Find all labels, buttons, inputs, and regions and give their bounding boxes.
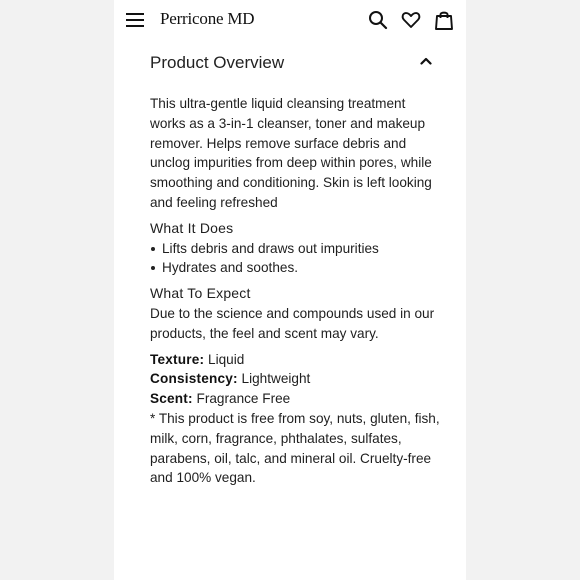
wishlist-button[interactable] [401, 10, 421, 30]
product-page [114, 0, 466, 580]
what-it-does-heading: What It Does [150, 219, 234, 236]
attribute-value: Liquid [208, 351, 245, 367]
what-to-expect-text: Due to the science and compounds used in our products, the feel and scent may vary. [150, 305, 435, 341]
attribute-value: Lightweight [241, 371, 311, 387]
attribute-label: Texture: [150, 351, 205, 367]
attribute-label: Consistency: [150, 371, 238, 387]
menu-button[interactable] [126, 11, 146, 29]
search-button[interactable] [368, 10, 388, 30]
what-it-does-list [150, 239, 440, 279]
ingredients-disclaimer: * This product is free from soy, nuts, gluten, fish, milk, corn, fragrance, phthalates, sulfates, parabens, oil, talc, and mineral oil. Cruelty-free and 100% vegan. [150, 410, 440, 486]
bag-button[interactable] [434, 10, 454, 30]
section-title: Product Overview [150, 53, 285, 72]
bag-icon [434, 10, 454, 30]
texture-attribute [150, 350, 440, 370]
list-item: Hydrates and soothes. [162, 258, 440, 278]
scent-attribute [150, 389, 440, 409]
heart-icon [401, 10, 421, 30]
product-overview-toggle[interactable] [150, 48, 432, 78]
search-icon [368, 10, 388, 30]
what-to-expect-heading: What To Expect [150, 285, 251, 302]
brand-logo[interactable]: Perricone MD [160, 9, 255, 28]
chevron-up-icon [420, 56, 432, 66]
product-overview-content [150, 94, 440, 494]
attribute-label: Scent: [150, 391, 193, 407]
site-header [114, 0, 466, 40]
consistency-attribute [150, 369, 440, 389]
attribute-value: Fragrance Free [196, 391, 291, 407]
menu-icon [126, 11, 146, 29]
product-description: This ultra-gentle liquid cleansing treatment works as a 3-in-1 cleanser, toner and makeup remover. Helps remove surface debris and unclog impurities from deep within pores, while smoothing and conditioning. Skin is left looking and feeling refreshed [150, 96, 432, 210]
list-item: Lifts debris and draws out impurities [162, 239, 440, 259]
